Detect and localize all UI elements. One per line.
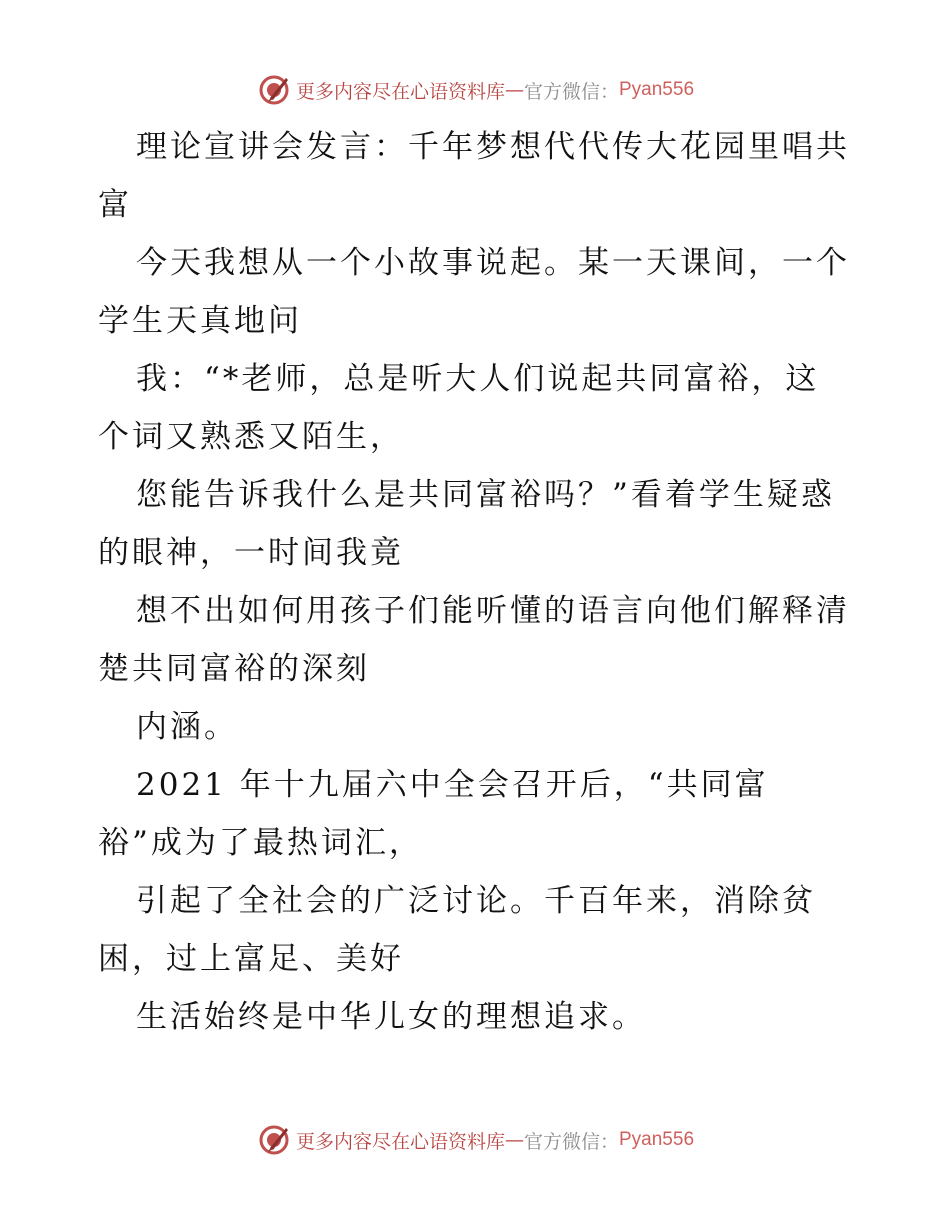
- wechat-label: 官方微信：: [523, 80, 619, 103]
- text-line: 我：“*老师，总是听大人们说起共同富裕，这: [136, 361, 820, 397]
- text-line: 理论宣讲会发言：千年梦想代代传大花园里唱共: [136, 129, 850, 165]
- text-line: 内涵。: [136, 709, 238, 745]
- quill-logo-icon: [256, 1122, 292, 1158]
- text-line: 个词又熟悉又陌生，: [98, 419, 404, 455]
- text-line: 引起了全社会的广泛讨论。千百年来，消除贫: [136, 883, 816, 919]
- text-line: 困，过上富足、美好: [98, 941, 404, 977]
- text-line: 富: [98, 187, 132, 223]
- text-line: 想不出如何用孩子们能听懂的语言向他们解释清: [136, 593, 850, 629]
- text-line: 今天我想从一个小故事说起。某一天课间，一个: [136, 245, 850, 281]
- text-line: 楚共同富裕的深刻: [98, 651, 370, 687]
- text-line: 2021 年十九届六中全会召开后，“共同富: [136, 767, 769, 803]
- quill-logo-icon: [256, 72, 292, 108]
- brand-text: 更多内容尽在心语资料库: [295, 1130, 505, 1153]
- wechat-id: Pyan556: [619, 79, 695, 100]
- text-line: 学生天真地问: [98, 303, 302, 339]
- banner-separator: —: [504, 1129, 524, 1151]
- wechat-label: 官方微信：: [523, 1130, 619, 1153]
- text-line: 裕”成为了最热词汇，: [98, 825, 423, 861]
- document-body: [98, 118, 858, 1046]
- banner-separator: —: [504, 79, 524, 101]
- footer-watermark: [0, 1120, 950, 1160]
- brand-text: 更多内容尽在心语资料库: [295, 80, 505, 103]
- wechat-id: Pyan556: [619, 1129, 695, 1150]
- text-line: 您能告诉我什么是共同富裕吗？”看着学生疑惑: [136, 477, 835, 513]
- header-watermark: [0, 70, 950, 110]
- text-line: 生活始终是中华儿女的理想追求。: [136, 999, 646, 1035]
- text-line: 的眼神，一时间我竟: [98, 535, 404, 571]
